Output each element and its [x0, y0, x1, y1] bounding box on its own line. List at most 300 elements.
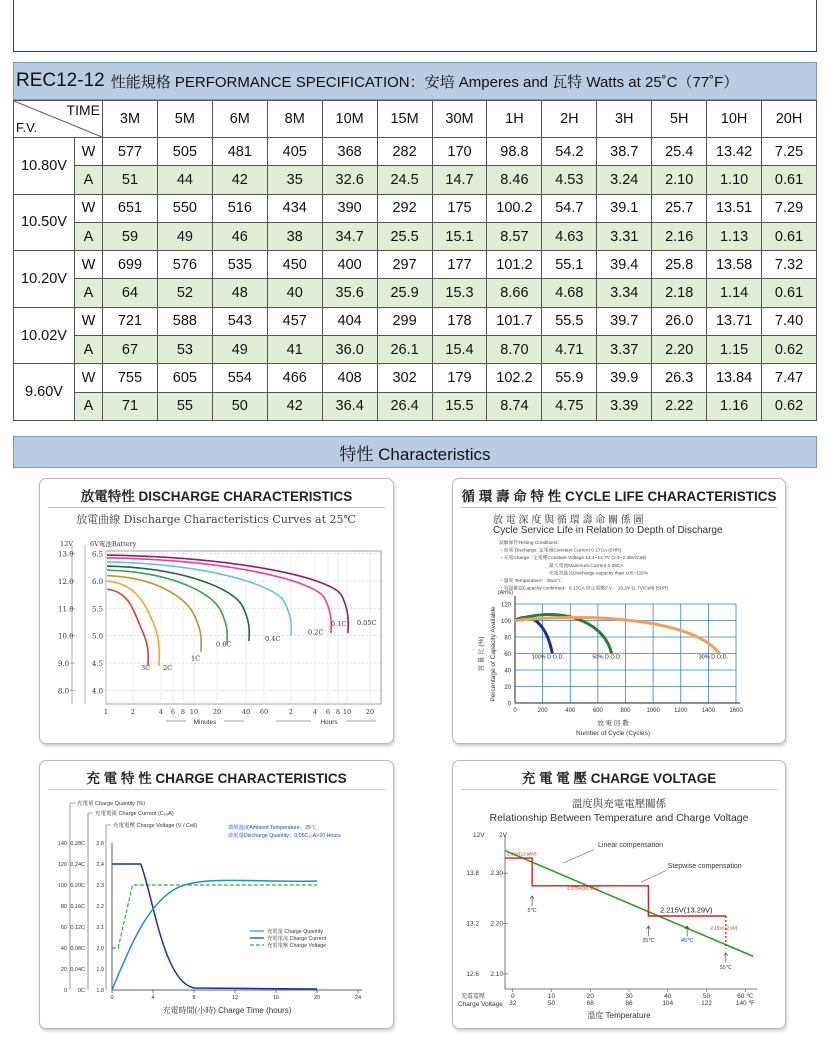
table-cell: 8.46: [487, 166, 542, 194]
table-cell: 404: [322, 307, 377, 335]
x-tick-fahrenheit: 140 ℉: [735, 1000, 755, 1007]
test-condition: ・充電Charge : 定電壓Constant Voltage 14.4~14.7V (2.4~2.45V/Cell): [499, 556, 647, 562]
table-cell: 721: [103, 307, 158, 335]
table-cell: 55.1: [542, 251, 597, 279]
table-cell: 50: [212, 392, 267, 420]
table-cell: 24.5: [377, 166, 432, 194]
table-cell: 26.4: [377, 392, 432, 420]
charge-current-curve: [112, 864, 317, 989]
x-tick-fahrenheit: 68: [586, 1000, 594, 1007]
x-tick-fahrenheit: 86: [625, 1000, 633, 1007]
table-cell: 7.40: [762, 307, 817, 335]
y-tick-voltage: 1.9: [96, 967, 104, 973]
test-condition: 最大電流Maximum Current 0.25CA: [549, 563, 624, 569]
x-tick: 1200: [674, 708, 688, 714]
table-cell: 49: [212, 336, 267, 364]
table-cell: 54.2: [542, 138, 597, 166]
x-tick: 8: [335, 708, 341, 716]
y-tick-12v: 12.6: [466, 970, 479, 978]
y-axis-label-en: Charge Voltage: [458, 1001, 503, 1008]
table-cell: 368: [322, 138, 377, 166]
x-tick: 16: [272, 995, 280, 1001]
temp-arrow: [724, 953, 728, 963]
top-frame: [13, 0, 817, 52]
ah-label: (Ah%): [497, 590, 513, 596]
fv-label: F.V.: [16, 120, 38, 135]
table-cell: 36.4: [322, 392, 377, 420]
y-tick-left: 10.0: [58, 632, 74, 641]
stepwise-label: Stepwise compensation: [667, 863, 742, 871]
table-cell: 67: [103, 336, 158, 364]
y-tick-left: 13.0: [58, 550, 74, 559]
x-tick-fahrenheit: 122: [701, 1000, 712, 1007]
table-cell: 297: [377, 251, 432, 279]
table-cell: 554: [212, 364, 267, 392]
model-name: REC12-12: [16, 70, 105, 91]
x-tick-celsius: 20: [586, 993, 594, 1000]
x-tick: 0: [513, 708, 517, 714]
y-axis-label-en: Percentage of Capacity Available: [490, 606, 497, 702]
y-tick-voltage: 2.0: [96, 946, 104, 952]
table-cell: 0.61: [762, 222, 817, 250]
characteristics-title: 特性 Characteristics: [339, 444, 491, 464]
y-tick-current: 0.20C: [70, 883, 85, 889]
table-cell: 25.9: [377, 279, 432, 307]
x-tick: 24: [354, 995, 362, 1001]
y-tick-quantity: 140: [57, 841, 67, 847]
y-tick-right: 5.0: [92, 632, 104, 641]
table-cell: 4.71: [542, 336, 597, 364]
table-row: [14, 364, 817, 392]
table-cell: 40: [267, 279, 322, 307]
y-tick-2v: 2.20: [490, 920, 503, 928]
table-cell: 457: [267, 307, 322, 335]
x-tick: 2: [288, 708, 294, 716]
time-header: 30M: [432, 101, 487, 138]
table-cell: 26.0: [652, 307, 707, 335]
table-cell: 179: [432, 364, 487, 392]
table-cell: 178: [432, 307, 487, 335]
characteristics-bar: [13, 436, 817, 468]
table-cell: 1.10: [707, 166, 762, 194]
y-tick-right: 4.5: [92, 660, 104, 669]
dod-label: 100% D.O.D.: [531, 654, 564, 661]
table-cell: 3.34: [597, 279, 652, 307]
table-cell: 26.1: [377, 336, 432, 364]
table-cell: 55.9: [542, 364, 597, 392]
discharge-chart: [40, 479, 393, 743]
table-cell: 13.71: [707, 307, 762, 335]
watts-label: W: [75, 251, 103, 279]
table-cell: 39.7: [597, 307, 652, 335]
y-tick-current: 0.16C: [70, 904, 85, 910]
time-header: 1H: [487, 101, 542, 138]
table-cell: 25.7: [652, 194, 707, 222]
y-tick: 80: [504, 635, 511, 642]
y-tick: 100: [500, 619, 511, 625]
table-cell: 48: [212, 279, 267, 307]
curve-label: 2C: [163, 663, 173, 672]
table-cell: 35.6: [322, 279, 377, 307]
value-label: 2.33V(13.98V): [506, 851, 537, 857]
table-cell: 101.7: [487, 307, 542, 335]
temp-label: 35℃: [642, 938, 655, 945]
curve-label: 0.6C: [216, 640, 232, 649]
table-cell: 434: [267, 194, 322, 222]
table-cell: 53: [157, 336, 212, 364]
linear-pointer: [563, 850, 594, 864]
x-tick: 1400: [701, 708, 716, 714]
y-tick-right: 5.5: [92, 605, 104, 614]
curve-label: 0.4C: [265, 635, 281, 644]
y-tick: 60: [504, 652, 511, 658]
final-voltage-cell: 10.02V: [14, 307, 75, 364]
curve-label: 0.2C: [308, 628, 324, 637]
amps-label: A: [75, 222, 103, 250]
table-cell: 2.20: [652, 336, 707, 364]
test-condition: 充電容量比Discharge capacity than 105~115%: [549, 571, 649, 577]
y-tick-right: 4.0: [92, 687, 104, 696]
table-row: [14, 251, 817, 279]
x-axis-label-zh: 放 電 回 數: [597, 720, 629, 727]
table-cell: 14.7: [432, 166, 487, 194]
time-header: 2H: [542, 101, 597, 138]
y-tick-quantity: 80: [60, 904, 67, 910]
table-cell: 15.1: [432, 222, 487, 250]
table-cell: 36.0: [322, 336, 377, 364]
curve-100dod: [515, 617, 552, 653]
table-cell: 7.29: [762, 194, 817, 222]
table-cell: 292: [377, 194, 432, 222]
cycle-subtitle-zh: 放 電 深 度 與 循 環 壽 命 關 係 圖: [493, 515, 644, 526]
x-tick: 4: [151, 995, 155, 1001]
x-tick: 4: [312, 708, 318, 716]
table-cell: 3.37: [597, 336, 652, 364]
table-cell: 98.8: [487, 138, 542, 166]
stepwise-pointer: [641, 871, 666, 883]
table-cell: 2.10: [652, 166, 707, 194]
table-cell: 64: [103, 279, 158, 307]
discharge-title: 放電特性 DISCHARGE CHARACTERISTICS: [80, 489, 353, 504]
time-header: 10M: [322, 101, 377, 138]
table-cell: 15.3: [432, 279, 487, 307]
value-label: 2.215V(13.29V): [660, 905, 713, 915]
amps-label: A: [75, 279, 103, 307]
table-cell: 4.63: [542, 222, 597, 250]
x-tick-celsius: 10: [547, 993, 556, 1000]
y-axis-label-zh: 容 量 比 (%): [478, 636, 485, 672]
time-header: 15M: [377, 101, 432, 138]
discharge-panel: [39, 478, 394, 744]
curve-label: 1C: [191, 654, 201, 663]
y-tick: 40: [504, 668, 511, 675]
table-cell: 15.4: [432, 336, 487, 364]
x-tick-fahrenheit: 32: [509, 1000, 517, 1007]
y-tick-right: 6.0: [92, 578, 104, 587]
x-tick: 10: [342, 708, 352, 716]
legend-voltage-top: 充電電壓 Charge Voltage (V / Cell): [113, 823, 198, 829]
table-cell: 38: [267, 222, 322, 250]
voltage-title: 充 電 電 壓 CHARGE VOLTAGE: [521, 771, 717, 786]
table-cell: 177: [432, 251, 487, 279]
table-cell: 577: [103, 138, 158, 166]
x-tick: 8: [192, 995, 196, 1001]
table-cell: 1.16: [707, 392, 762, 420]
hours-label: Hours: [320, 719, 338, 726]
table-cell: 1.14: [707, 279, 762, 307]
x-tick-celsius: 30: [625, 993, 633, 1000]
table-cell: 39.4: [597, 251, 652, 279]
table-cell: 0.61: [762, 166, 817, 194]
table-cell: 51: [103, 166, 158, 194]
time-header: 3M: [103, 101, 158, 138]
table-cell: 71: [103, 392, 158, 420]
watts-label: W: [75, 307, 103, 335]
cycle-panel: [452, 478, 786, 744]
table-cell: 3.39: [597, 392, 652, 420]
y-tick-12v: 13.2: [466, 920, 479, 928]
y-tick-current: 0.24C: [70, 862, 85, 868]
table-cell: 7.47: [762, 364, 817, 392]
test-condition: ・溫度 Temperature：25±2℃: [499, 579, 562, 584]
x-tick: 1: [103, 708, 109, 716]
watts-label: W: [75, 138, 103, 166]
y-tick-left: 12.0: [58, 578, 74, 587]
table-cell: 8.70: [487, 336, 542, 364]
table-cell: 699: [103, 251, 158, 279]
value-label: 2.275V(13.65V): [567, 885, 600, 891]
x-tick: 10: [189, 708, 199, 716]
table-cell: 651: [103, 194, 158, 222]
x-tick-celsius: 0: [510, 993, 515, 1000]
x-tick-celsius: 60 ℃: [737, 993, 754, 1000]
y-tick-quantity: 60: [60, 925, 67, 931]
table-cell: 49: [157, 222, 212, 250]
table-cell: 405: [267, 138, 322, 166]
y-tick-current: 0.04C: [70, 967, 85, 973]
y-tick-voltage: 2.3: [96, 883, 104, 889]
table-cell: 0.62: [762, 392, 817, 420]
table-row: [14, 138, 817, 166]
y-tick-current: 0C: [77, 988, 85, 994]
table-cell: 42: [212, 166, 267, 194]
amps-label: A: [75, 336, 103, 364]
table-row: [14, 166, 817, 194]
value-label: 2.15V(12.9V): [710, 925, 738, 931]
x-tick: 8: [180, 708, 186, 716]
bracket-quantity: [70, 803, 75, 990]
y-tick-voltage: 2.8: [96, 841, 104, 847]
table-cell: 505: [157, 138, 212, 166]
time-header: 5H: [652, 101, 707, 138]
final-voltage-cell: 10.80V: [14, 138, 75, 195]
table-cell: 605: [157, 364, 212, 392]
linear-label: Linear compensation: [598, 842, 663, 850]
x-tick: 0: [110, 995, 114, 1001]
y-tick-quantity: 0: [63, 988, 67, 994]
time-label: TIME: [66, 102, 100, 118]
table-row: [14, 307, 817, 335]
temp-label: 45℃: [680, 938, 694, 945]
table-cell: 13.58: [707, 251, 762, 279]
table-cell: 4.75: [542, 392, 597, 420]
x-tick: 600: [592, 708, 603, 714]
table-cell: 1.15: [707, 336, 762, 364]
y-tick: 20: [504, 685, 511, 691]
cycle-subtitle-en: Cycle Service Life in Relation to Depth of Discharge: [493, 525, 723, 536]
final-voltage-cell: 9.60V: [14, 364, 75, 421]
charge-chart: [40, 761, 393, 1028]
y-tick-2v: 2.10: [490, 970, 503, 978]
table-cell: 302: [377, 364, 432, 392]
amps-label: A: [75, 166, 103, 194]
table-cell: 52: [157, 279, 212, 307]
table-row: [14, 194, 817, 222]
dod-label: 30% D.O.D.: [698, 654, 729, 661]
table-cell: 101.2: [487, 251, 542, 279]
table-cell: 102.2: [487, 364, 542, 392]
x-tick: 40: [241, 708, 251, 716]
voltage-subtitle-zh: 溫度與充電電壓關係: [571, 798, 667, 810]
watts-label: W: [75, 194, 103, 222]
legend-entry: 充電量 Charge Quantity: [267, 929, 323, 935]
y-axis-label-zh: 充電電壓: [461, 994, 486, 1000]
table-cell: 390: [322, 194, 377, 222]
table-cell: 26.3: [652, 364, 707, 392]
x-tick: 6: [325, 708, 331, 716]
table-cell: 46: [212, 222, 267, 250]
table-cell: 38.7: [597, 138, 652, 166]
table-cell: 15.5: [432, 392, 487, 420]
table-cell: 535: [212, 251, 267, 279]
time-header: 3H: [597, 101, 652, 138]
x-tick: 60: [259, 708, 269, 716]
table-cell: 3.31: [597, 222, 652, 250]
final-voltage-cell: 10.20V: [14, 251, 75, 308]
charge-title: 充 電 特 性 CHARGE CHARACTERISTICS: [86, 771, 347, 786]
table-cell: 34.7: [322, 222, 377, 250]
table-cell: 2.18: [652, 279, 707, 307]
table-cell: 100.2: [487, 194, 542, 222]
table-cell: 25.8: [652, 251, 707, 279]
charge-panel: [39, 760, 394, 1029]
table-cell: 516: [212, 194, 267, 222]
y-tick-current: 0.08C: [70, 946, 85, 952]
y-tick-voltage: 2.2: [96, 904, 104, 910]
table-cell: 13.42: [707, 138, 762, 166]
x-tick: 1000: [646, 708, 660, 714]
temp-arrow: [530, 896, 534, 906]
y-tick-current: 0.28C: [70, 841, 85, 847]
x-tick-celsius: 40: [664, 993, 672, 1000]
charge-condition: 放電量Discharge Quantity：0.05C₂₀A×20 Hours: [228, 833, 341, 839]
table-cell: 4.53: [542, 166, 597, 194]
x-tick: 1600: [729, 708, 743, 714]
table-cell: 3.24: [597, 166, 652, 194]
temp-label: 5℃: [527, 907, 537, 914]
table-cell: 282: [377, 138, 432, 166]
y-tick-quantity: 120: [57, 862, 67, 868]
y-tick-quantity: 40: [60, 946, 67, 952]
table-cell: 175: [432, 194, 487, 222]
table-cell: 543: [212, 307, 267, 335]
legend-entry: 充電電流 Charge Current: [267, 936, 327, 942]
y-tick-voltage: 2.4: [96, 862, 104, 868]
table-cell: 42: [267, 392, 322, 420]
final-voltage-cell: 10.50V: [14, 194, 75, 251]
time-header: 10H: [707, 101, 762, 138]
x-tick-celsius: 50: [702, 993, 711, 1000]
cycle-chart: [453, 479, 785, 743]
y-tick-2v: 2.30: [490, 870, 503, 878]
table-cell: 466: [267, 364, 322, 392]
table-cell: 7.25: [762, 138, 817, 166]
table-cell: 2.22: [652, 392, 707, 420]
y-tick-left: 8.0: [58, 687, 70, 696]
table-cell: 0.62: [762, 336, 817, 364]
y-tick-left: 9.0: [58, 660, 70, 669]
y-tick-voltage: 2.1: [96, 925, 104, 931]
table-cell: 7.32: [762, 251, 817, 279]
table-cell: 25.4: [652, 138, 707, 166]
bracket-voltage: [106, 825, 111, 990]
test-condition: ・放電 Discharge: 定電流Constant Current 0.17CA (5HR): [499, 548, 622, 554]
x-tick: 400: [565, 708, 576, 714]
test-condition: ・容量確認Capacity confirmed：0.17CA 終止電壓F.V.：10.2V (1.7V/Cell) (5HR): [499, 586, 669, 592]
axis-12v-label: 12V: [60, 540, 73, 548]
table-cell: 481: [212, 138, 267, 166]
table-cell: 35: [267, 166, 322, 194]
temp-label: 55℃: [719, 964, 733, 971]
x-tick: 12: [231, 995, 239, 1001]
x-tick-fahrenheit: 104: [662, 1000, 674, 1007]
table-cell: 299: [377, 307, 432, 335]
amps-label: A: [75, 392, 103, 420]
performance-table: [13, 100, 817, 421]
table-cell: 54.7: [542, 194, 597, 222]
time-header: 8M: [267, 101, 322, 138]
y-tick-voltage: 1.8: [96, 988, 104, 994]
table-cell: 450: [267, 251, 322, 279]
y-tick-quantity: 20: [60, 967, 67, 973]
discharge-subtitle: 放電曲線 Discharge Characteristics Curves at 25℃: [76, 513, 356, 526]
table-cell: 8.66: [487, 279, 542, 307]
table-cell: 170: [432, 138, 487, 166]
table-cell: 39.1: [597, 194, 652, 222]
axis-6v-label: 6V電池Battery: [90, 540, 137, 548]
table-cell: 55.5: [542, 307, 597, 335]
table-cell: 408: [322, 364, 377, 392]
table-cell: 25.5: [377, 222, 432, 250]
y-tick-quantity: 100: [57, 883, 67, 889]
table-cell: 13.51: [707, 194, 762, 222]
table-cell: 4.68: [542, 279, 597, 307]
legend-entry: 充電電壓 Charge Voltage: [267, 943, 327, 949]
charge-condition: 環境溫度Ambient Temperature：25℃: [228, 825, 317, 831]
curve-label: 0.1C: [331, 620, 347, 629]
x-tick: 800: [620, 708, 631, 714]
table-row: [14, 392, 817, 420]
table-cell: 41: [267, 336, 322, 364]
table-row: [14, 336, 817, 364]
table-cell: 8.74: [487, 392, 542, 420]
x-tick: 4: [158, 708, 164, 716]
time-header: 20H: [762, 101, 817, 138]
x-tick: 2: [130, 708, 136, 716]
voltage-subtitle-en: Relationship Between Temperature and Charge Voltage: [489, 812, 749, 824]
bracket-current: [88, 813, 93, 990]
curve-label: 3C: [141, 663, 151, 672]
